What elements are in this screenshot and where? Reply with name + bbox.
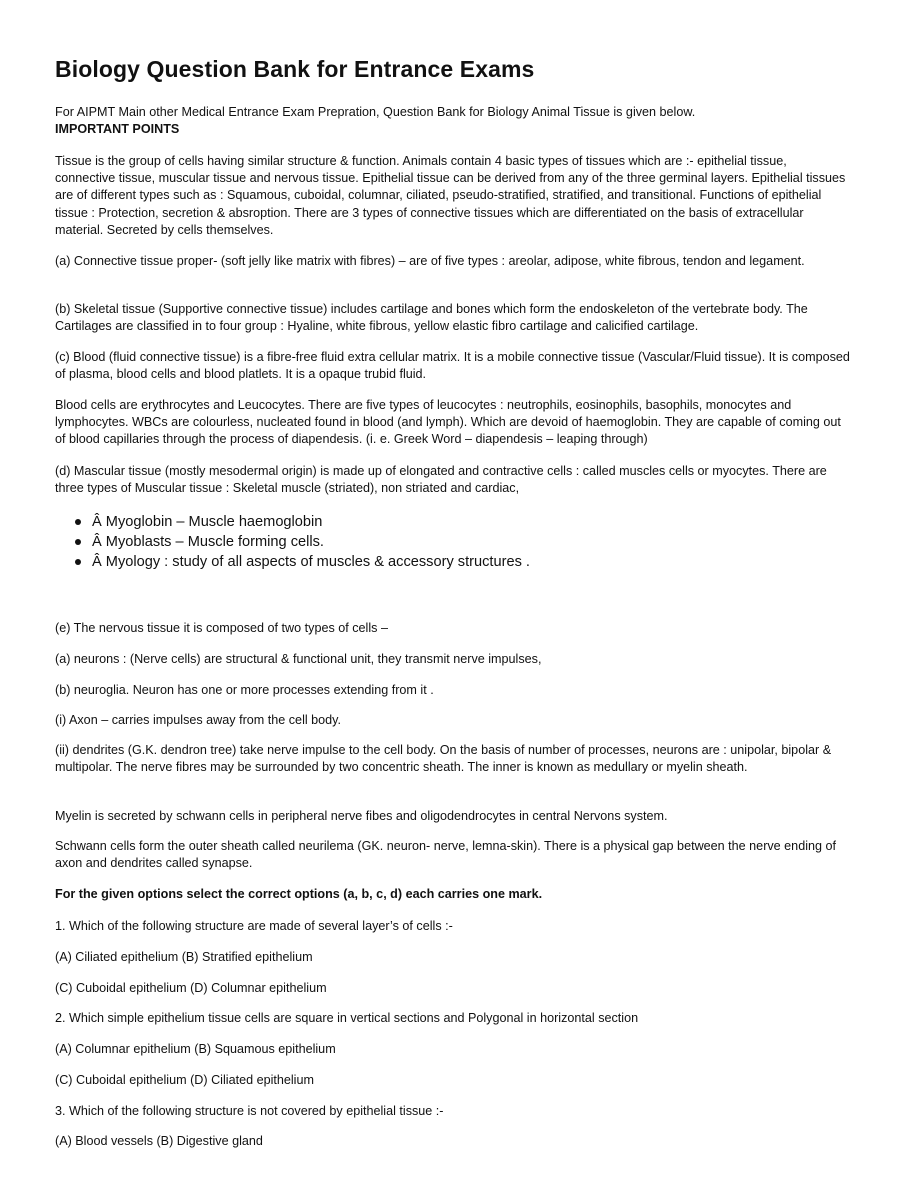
paragraph-skeletal-tissue: (b) Skeletal tissue (Supportive connective tissue) includes cartilage and bones which form the endoskeleton of the vertebrate body. The Cartilages are classified in to four group : Hyaline, white fibrous, yellow elastic fibro cartilage and calicified cartilage. <box>55 302 808 334</box>
paragraph-schwann-cells: Schwann cells form the outer sheath called neurilema (GK. neuron- nerve, lemna-skin). There is a physical gap between the nerve ending of axon and dendrites called synapse. <box>55 839 837 871</box>
paragraph-axon: (i) Axon – carries impulses away from the cell body. <box>55 713 342 727</box>
question-2-options-ab: (A) Columnar epithelium (B) Squamous epithelium <box>55 1042 336 1056</box>
paragraph-dendrites: (ii) dendrites (G.K. dendron tree) take nerve impulse to the cell body. On the basis of number of processes, neurons are : unipolar, bipolar & multipolar. The nerve fibres may be surrounded by two concentric sheath. The inner is known as medullary or myelin sheath. <box>55 743 832 775</box>
paragraph-neurons: (a) neurons : (Nerve cells) are structural & functional unit, they transmit nerve impulses, <box>55 652 542 666</box>
list-item: Â Myology : study of all aspects of muscles & accessory structures . <box>55 552 850 572</box>
paragraph-blood-cells: Blood cells are erythrocytes and Leucocytes. There are five types of leucocytes : neutrophils, eosinophils, basophils, monocytes and lymphocytes. WBCs are colourless, nucleated found in blood (and lymph). Which are devoid of haemoglobin. They are capable of coming out of blood capillaries through the process of diapendesis. (i. e. Greek Word – diapendesis – leaping through) <box>55 398 841 447</box>
paragraph-myelin: Myelin is secreted by schwann cells in peripheral nerve fibes and oligodendrocytes in central Nervons system. <box>55 809 668 823</box>
paragraph-neuroglia: (b) neuroglia. Neuron has one or more processes extending from it . <box>55 683 434 697</box>
paragraph-nervous-tissue: (e) The nervous tissue it is composed of two types of cells – <box>55 621 388 635</box>
list-item: Â Myoglobin – Muscle haemoglobin <box>55 512 850 532</box>
important-points-heading: IMPORTANT POINTS <box>55 122 180 137</box>
question-1-options-ab: (A) Ciliated epithelium (B) Stratified epithelium <box>55 950 313 964</box>
question-1-options-cd: (C) Cuboidal epithelium (D) Columnar epithelium <box>55 981 327 995</box>
intro-block <box>55 104 850 138</box>
paragraph-blood: (c) Blood (fluid connective tissue) is a fibre-free fluid extra cellular matrix. It is a mobile connective tissue (Vascular/Fluid tissue). It is composed of plasma, blood cells and blood platlets. It is a opaque trubid fluid. <box>55 350 850 382</box>
question-2: 2. Which simple epithelium tissue cells are square in vertical sections and Polygonal in horizontal section <box>55 1011 639 1025</box>
questions-heading: For the given options select the correct options (a, b, c, d) each carries one mark. <box>55 887 543 901</box>
paragraph-muscular-tissue: (d) Mascular tissue (mostly mesodermal origin) is made up of elongated and contractive cells : called muscles cells or myocytes. There are three types of Muscular tissue : Skeletal muscle (striated), non striated and cardiac, <box>55 464 827 496</box>
page-title: Biology Question Bank for Entrance Exams <box>55 56 535 82</box>
muscle-terms-list <box>55 512 850 572</box>
question-3-options-ab: (A) Blood vessels (B) Digestive gland <box>55 1134 263 1148</box>
paragraph-connective-tissue: (a) Connective tissue proper- (soft jelly like matrix with fibres) – are of five types : areolar, adipose, white fibrous, tendon and legament. <box>55 254 805 268</box>
question-2-options-cd: (C) Cuboidal epithelium (D) Ciliated epithelium <box>55 1073 314 1087</box>
question-3: 3. Which of the following structure is not covered by epithelial tissue :- <box>55 1104 444 1118</box>
list-item: Â Myoblasts – Muscle forming cells. <box>55 532 850 552</box>
paragraph-tissue-overview: Tissue is the group of cells having similar structure & function. Animals contain 4 basic types of tissues which are :- epithelial tissue, connective tissue, muscular tissue and nervous tissue. Epithelial tissue can be derived from any of the three germinal layers. Epithelial tissues are of different types such as : Squamous, cuboidal, columnar, ciliated, pseudo-stratified, stratified, and transitional. Functions of epithelial tissue : Protection, secretion & absroption. There are 3 types of connective tissues which are differentiated on the basis of extracellular material. Secreted by cells themselves. <box>55 154 846 237</box>
question-1: 1. Which of the following structure are made of several layer’s of cells :- <box>55 919 453 933</box>
intro-text: For AIPMT Main other Medical Entrance Exam Prepration, Question Bank for Biology Animal Tissue is given below. <box>55 105 696 119</box>
